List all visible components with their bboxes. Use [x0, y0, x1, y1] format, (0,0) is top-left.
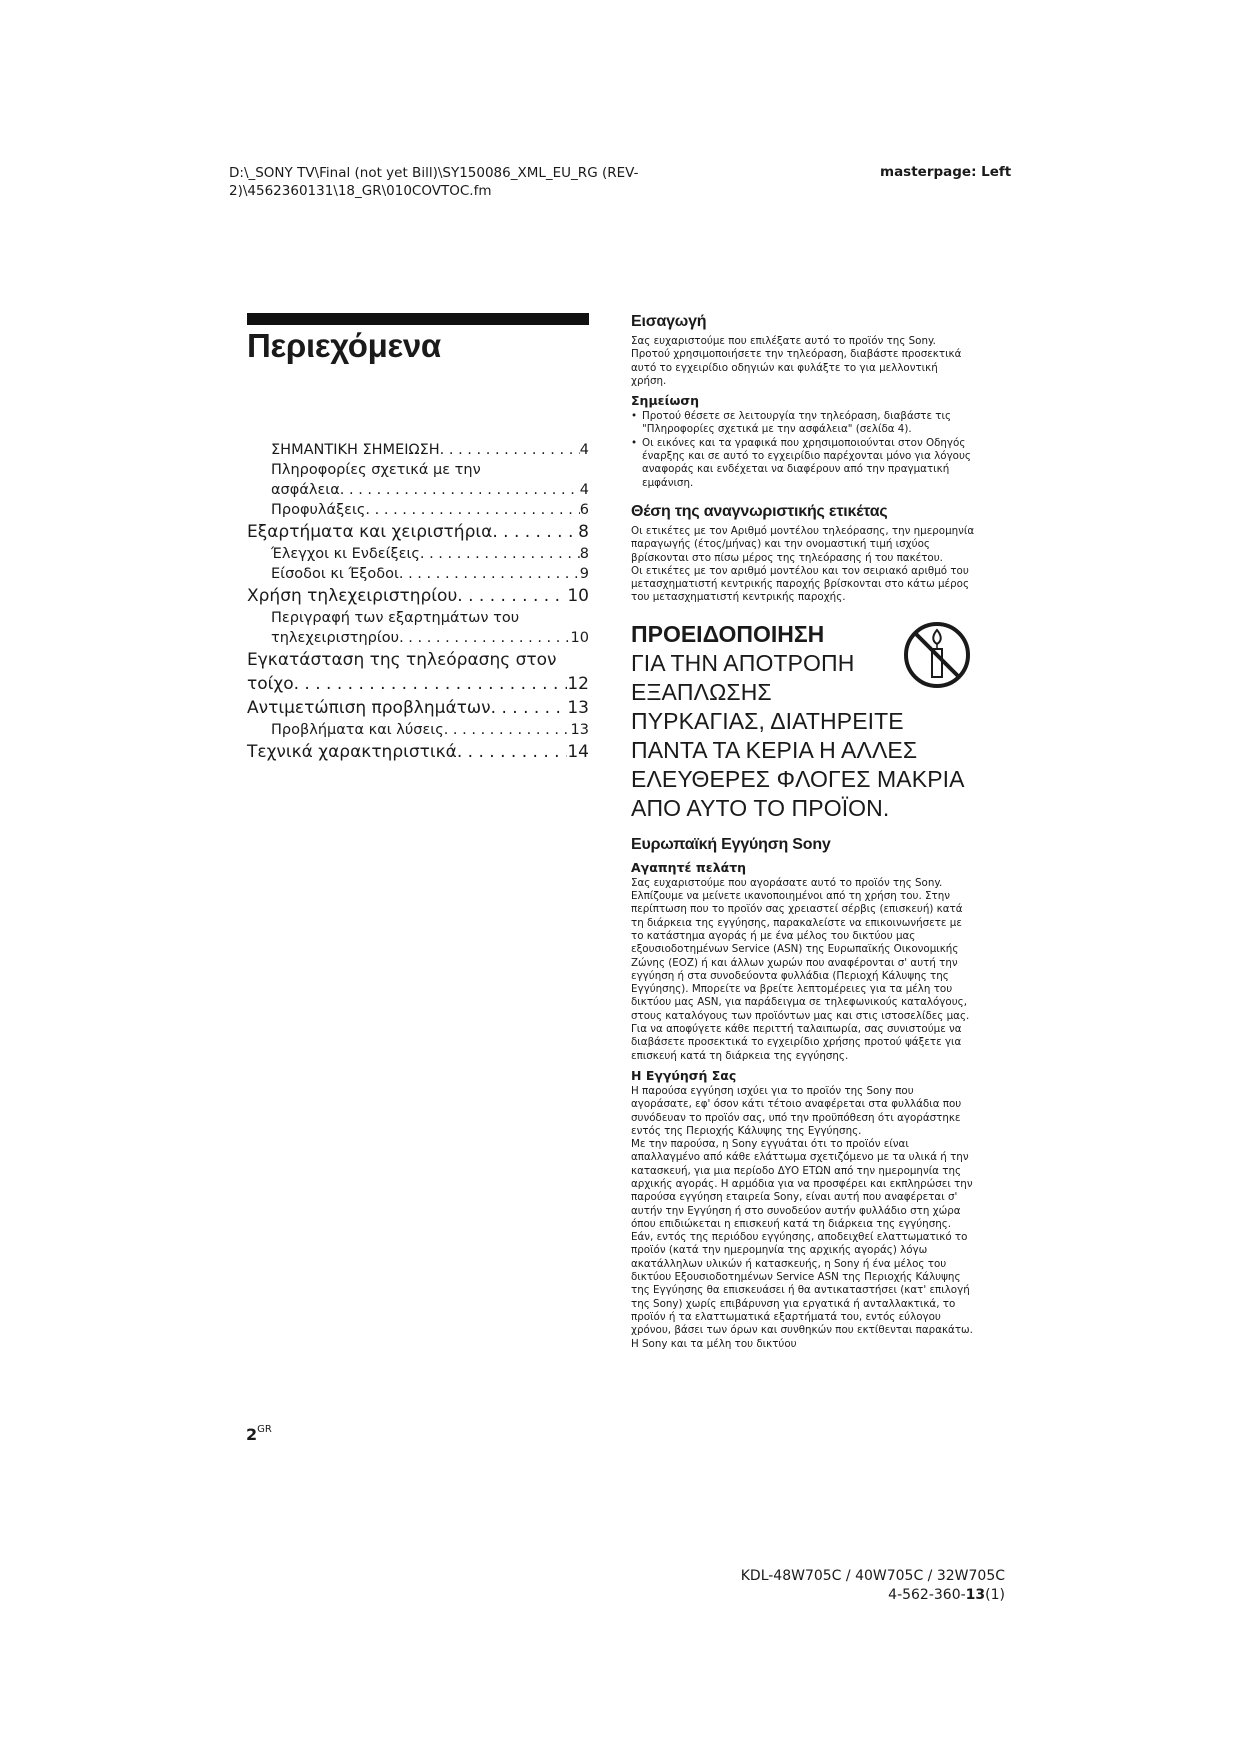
toc-entry[interactable] [247, 584, 589, 608]
warning-line: ΑΠΟ ΑΥΤΟ ΤΟ ΠΡΟΪΟΝ. [631, 794, 890, 821]
toc-title: Περιεχόμενα [247, 327, 441, 364]
toc-entry-text: Εξαρτήματα και χειριστήρια [247, 522, 493, 542]
your-warranty-body-1: Η παρούσα εγγύηση ισχύει για το προϊόν της Sony που αγοράσατε, εφ' όσον κάτι τέτοιο αναφέρεται στα φυλλάδια που συνόδευαν το προϊόν σας, υπό την προϋπόθεση ότι αγοράστηκε εντός της Περιοχής Κάλυψης της Εγγύησης. [631, 1084, 962, 1137]
intro-heading: Εισαγωγή [631, 313, 707, 330]
toc-entry-text: ΣΗΜΑΝΤΙΚΗ ΣΗΜΕΙΩΣΗ [271, 442, 440, 458]
toc-entry-page: 10 [570, 630, 589, 646]
warning-heading: ΠΡΟΕΙΔΟΠΟΙΗΣΗ [631, 620, 825, 647]
table-of-contents [247, 440, 589, 764]
toc-entry-page: 4 [579, 442, 589, 458]
toc-entry-text: Αντιμετώπιση προβλημάτων [247, 698, 491, 718]
note-heading: Σημείωση [631, 393, 699, 409]
toc-entry-page: 8 [578, 522, 589, 542]
warning-line: ΠΥΡΚΑΓΙΑΣ, ΔΙΑΤΗΡΕΙΤΕ [631, 707, 904, 734]
toc-entry-text: Τεχνικά χαρακτηριστικά [247, 742, 457, 762]
toc-entry[interactable] [247, 740, 589, 764]
toc-entry-continued[interactable] [247, 672, 589, 696]
toc-entry-text: ασφάλεια [271, 482, 340, 498]
warranty-heading: Ευρωπαϊκή Εγγύηση Sony [631, 835, 831, 853]
toc-entry[interactable] [247, 460, 589, 480]
toc-entry-page: 14 [567, 742, 589, 762]
toc-entry[interactable] [247, 564, 589, 584]
your-warranty-heading: Η Εγγύησή Σας [631, 1067, 737, 1083]
document-code-bold: 13 [965, 1587, 986, 1603]
toc-entry-text: τηλεχειριστηρίου [271, 630, 400, 646]
label-heading: Θέση της αναγνωριστικής ετικέτας [631, 502, 888, 520]
toc-entry-page: 13 [567, 698, 589, 718]
toc-entry-continued[interactable] [247, 628, 589, 648]
document-code-suffix: (1) [985, 1587, 1005, 1603]
toc-entry[interactable] [247, 544, 589, 564]
toc-entry-page: 9 [579, 566, 589, 582]
toc-entry-text: Προβλήματα και λύσεις [271, 722, 444, 738]
label-body-1: Οι ετικέτες με τον Αριθμό μοντέλου τηλεόρασης, την ημερομηνία παραγωγής (έτος/μήνας) και την ονομαστική τιμή ισχύος βρίσκονται στο πίσω μέρος της τηλεόρασης ή του πακέτου. [631, 524, 975, 564]
document-code [888, 1587, 1005, 1603]
model-numbers: KDL-48W705C / 40W705C / 32W705C [740, 1568, 1005, 1584]
toc-entry-text: Χρήση τηλεχειριστηρίου [247, 586, 458, 606]
toc-entry[interactable] [247, 720, 589, 740]
dear-customer-body: Σας ευχαριστούμε που αγοράσατε αυτό το προϊόν της Sony. Ελπίζουμε να μείνετε ικανοποιημένοι από τη χρήση του. Στην περίπτωση που το προϊόν σας χρειαστεί σέρβις (επισκευή) κατά τη διάρκεια της εγγύησης, παρακαλείστε να επικοινωνήσετε με το κατάστημα αγοράς ή με ένα μέλος του δικτύου μας εξουσιοδοτημένων Service (ASN) της Ευρωπαϊκής Οικονομικής Ζώνης (ΕΟΖ) ή και άλλων χωρών που αναφέρονται σ' αυτή την εγγύηση ή στα συνοδεύοντα φυλλάδια (Περιοχή Κάλυψης της Εγγύησης). Μπορείτε να βρείτε λεπτομέρειες για τα μέλη του δικτύου μας ASN, για παράδειγμα σε τηλεφωνικούς καταλόγους, στους καταλόγους των προϊόντων μας και στις ιστοσελίδες μας. Για να αποφύγετε κάθε περιττή ταλαιπωρία, σας συνιστούμε να διαβάσετε προσεκτικά το εγχειρίδιο χρήσης προτού ψάξετε για επισκευή κατά τη διάρκεια της εγγύησης. [631, 876, 970, 1062]
toc-entry-page: 13 [570, 722, 589, 738]
toc-entry-page: 4 [579, 482, 589, 498]
dear-customer-heading: Αγαπητέ πελάτη [631, 859, 747, 875]
page-number-suffix: GR [257, 1424, 272, 1435]
fire-warning [631, 619, 975, 823]
note-list [631, 410, 975, 490]
toc-entry[interactable] [247, 440, 589, 460]
toc-entry[interactable] [247, 608, 589, 628]
toc-entry-text: Πληροφορίες σχετικά με την [271, 462, 481, 478]
toc-entry-text: Εγκατάσταση της τηλεόρασης στον [247, 650, 557, 670]
toc-entry[interactable] [247, 696, 589, 720]
toc-entry-continued[interactable] [247, 480, 589, 500]
note-item: • Οι εικόνες και τα γραφικά που χρησιμοποιούνται στον Οδηγός έναρξης και σε αυτό το εγχειρίδιο παρέχονται μόνο για λόγους αναφοράς και ενδέχεται να διαφέρουν από την πραγματική εμφάνιση. [631, 437, 975, 490]
toc-entry-text: Προφυλάξεις [271, 502, 366, 518]
warning-line: ΓΙΑ ΤΗΝ ΑΠΟΤΡΟΠΗ [631, 649, 855, 676]
no-open-flame-icon [903, 621, 971, 689]
your-warranty-body-2: Με την παρούσα, η Sony εγγυάται ότι το προϊόν είναι απαλλαγμένο από κάθε ελάττωμα σχετιζόμενο με τα υλικά ή την κατασκευή, για μια περίοδο ΔΥΟ ΕΤΩΝ από την ημερομηνία της αρχικής αγοράς. Η αρμόδια για να προσφέρει και εκπληρώσει την παρούσα εγγύηση εταιρεία Sony, είναι αυτή που αναφέρεται σ' αυτήν την Εγγύηση ή στο συνοδεύον αυτήν φυλλάδιο στη χώρα όπου επιδιώκεται η επισκευή κατά τη διάρκεια της εγγύησης. [631, 1138, 973, 1230]
toc-entry-page: 10 [567, 586, 589, 606]
toc-entry[interactable] [247, 648, 589, 672]
masterpage-label: masterpage: Left [880, 164, 1012, 180]
file-path: D:\_SONY TV\Final (not yet Bill)\SY150086_XML_EU_RG (REV-2)\4562360131\18_GR\010COVTOC.fm [229, 165, 639, 199]
toc-entry-text: Είσοδοι κι Έξοδοι [271, 566, 399, 582]
page-number [246, 1425, 272, 1444]
toc-entry-text: Περιγραφή των εξαρτημάτων του [271, 610, 520, 626]
toc-entry-page: 12 [567, 674, 589, 694]
page-number-value: 2 [246, 1425, 258, 1444]
warning-line: ΕΛΕΥΘΕΡΕΣ ΦΛΟΓΕΣ ΜΑΚΡΙΑ [631, 765, 965, 792]
note-item: • Προτού θέσετε σε λειτουργία την τηλεόραση, διαβάστε τις "Πληροφορίες σχετικά με την ασφάλεια" (σελίδα 4). [631, 410, 975, 437]
warning-line: ΕΞΑΠΛΩΣΗΣ [631, 678, 772, 705]
toc-entry-text: τοίχο [247, 674, 294, 694]
document-code-prefix: 4-562-360- [888, 1587, 966, 1603]
intro-body: Σας ευχαριστούμε που επιλέξατε αυτό το προϊόν της Sony. Προτού χρησιμοποιήσετε την τηλεόραση, διαβάστε προσεκτικά αυτό το εγχειρίδιο οδηγιών και φυλάξτε το για μελλοντική χρήση. [631, 335, 962, 387]
label-body-2: Οι ετικέτες με τον αριθμό μοντέλου και τον σειριακό αριθμό του μετασχηματιστή κεντρικής παροχής βρίσκονται στο κάτω μέρος του μετασχηματιστή κεντρικής παροχής. [631, 564, 970, 604]
toc-entry[interactable] [247, 520, 589, 544]
toc-title-bar [247, 313, 589, 325]
toc-entry-text: Έλεγχοι κι Ενδείξεις [271, 546, 420, 562]
right-column [631, 312, 975, 1351]
toc-entry-page: 8 [579, 546, 589, 562]
warning-line: ΠΑΝΤΑ ΤΑ ΚΕΡΙΑ Η ΑΛΛΕΣ [631, 736, 918, 763]
your-warranty-body-3: Εάν, εντός της περιόδου εγγύησης, αποδειχθεί ελαττωματικό το προϊόν (κατά την ημερομηνία της αρχικής αγοράς) λόγω ακατάλληλων υλικών ή κατασκευής, η Sony ή ένα μέλος του δικτύου Εξουσιοδοτημένων Service ASN της Περιοχής Κάλυψης της Εγγύησης θα επισκευάσει ή θα αντικαταστήσει (κατ' επιλογή της Sony) χωρίς επιβάρυνση για εργατικά ή ανταλλακτικά, το προϊόν ή τα ελαττωματικά εξαρτήματά του, εντός εύλογου χρόνου, βάσει των όρων και συνθηκών που εκτίθενται παρακάτω. Η Sony και τα μέλη του δικτύου [631, 1231, 973, 1350]
toc-entry[interactable] [247, 500, 589, 520]
toc-entry-page: 6 [579, 502, 589, 518]
